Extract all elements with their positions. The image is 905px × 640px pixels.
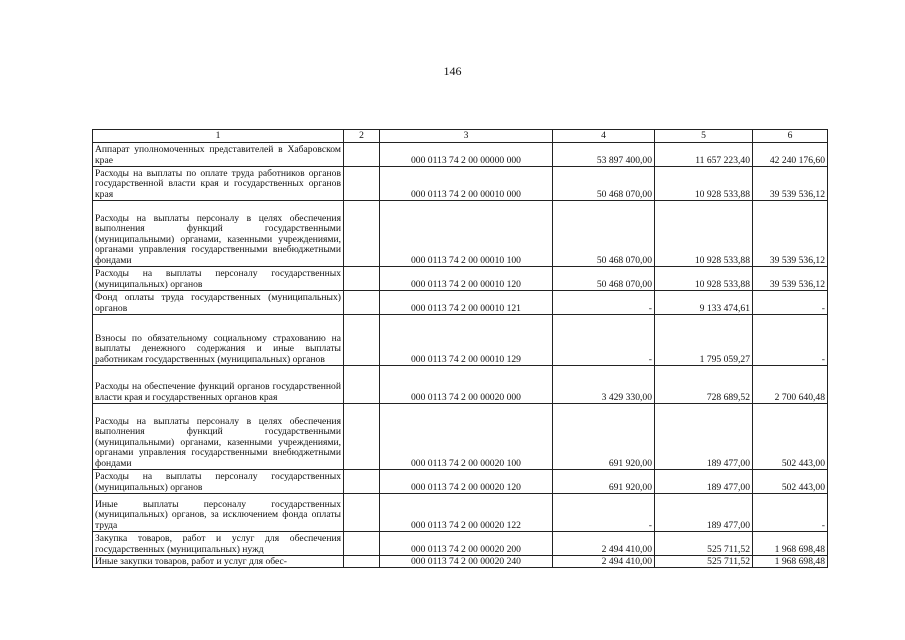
row-value-col4-cell: 2 494 410,00 [553,556,655,568]
row-col2-cell [344,404,380,470]
row-value-col4-cell: 691 920,00 [553,404,655,470]
row-name-cell: Взносы по обязательному социальному страхованию на выплаты денежного содержания и иные выплаты работникам государственных (муниципальных) органов [93,315,344,366]
header-col-2: 2 [344,130,380,143]
row-code-cell: 000 0113 74 2 00 00020 120 [380,470,553,494]
row-value-col4-cell: - [553,315,655,366]
table-row [93,556,828,568]
header-col-3: 3 [380,130,553,143]
row-value-col6-cell: 1 968 698,48 [753,556,828,568]
table-body [93,143,828,568]
row-value-col6-cell: - [753,315,828,366]
row-code-cell: 000 0113 74 2 00 00010 121 [380,291,553,315]
row-value-col5-cell: 11 657 223,40 [655,143,753,167]
row-value-col4-cell: 691 920,00 [553,470,655,494]
row-value-col5-cell: 189 477,00 [655,494,753,532]
row-col2-cell [344,470,380,494]
row-name-cell: Иные выплаты персоналу государственных (муниципальных) органов, за исключением фонда оплаты труда [93,494,344,532]
row-value-col4-cell: 2 494 410,00 [553,532,655,556]
row-value-col4-cell: - [553,494,655,532]
row-value-col4-cell: 53 897 400,00 [553,143,655,167]
row-value-col4-cell: 50 468 070,00 [553,267,655,291]
table-row [93,366,828,404]
row-col2-cell [344,494,380,532]
header-col-5: 5 [655,130,753,143]
row-name-cell: Расходы на обеспечение функций органов государственной власти края и государственных органов края [93,366,344,404]
row-value-col6-cell: 39 539 536,12 [753,167,828,201]
row-col2-cell [344,291,380,315]
table-row [93,470,828,494]
row-col2-cell [344,315,380,366]
row-value-col4-cell: 50 468 070,00 [553,201,655,267]
row-name-cell: Расходы на выплаты персоналу государственных (муниципальных) органов [93,267,344,291]
header-col-6: 6 [753,130,828,143]
row-col2-cell [344,556,380,568]
row-value-col4-cell: 50 468 070,00 [553,167,655,201]
row-col2-cell [344,201,380,267]
row-name-cell: Расходы на выплаты по оплате труда работников органов государственной власти края и государственных органов края [93,167,344,201]
row-name-cell: Расходы на выплаты персоналу государственных (муниципальных) органов [93,470,344,494]
row-value-col5-cell: 525 711,52 [655,532,753,556]
row-col2-cell [344,143,380,167]
row-name-cell: Аппарат уполномоченных представителей в Хабаровском крае [93,143,344,167]
row-code-cell: 000 0113 74 2 00 00020 200 [380,532,553,556]
table-row [93,167,828,201]
table-row [93,267,828,291]
row-value-col5-cell: 189 477,00 [655,470,753,494]
row-value-col5-cell: 728 689,52 [655,366,753,404]
row-value-col6-cell: 39 539 536,12 [753,267,828,291]
table-row [93,143,828,167]
page-number: 146 [443,64,462,78]
table-header [93,130,828,143]
table-row [93,201,828,267]
row-value-col6-cell: - [753,494,828,532]
table-row [93,315,828,366]
table-row [93,494,828,532]
table-row [93,404,828,470]
row-name-cell: Иные закупки товаров, работ и услуг для обес- [93,556,344,568]
row-value-col6-cell: 1 968 698,48 [753,532,828,556]
row-code-cell: 000 0113 74 2 00 00020 000 [380,366,553,404]
row-name-cell: Расходы на выплаты персоналу в целях обеспечения выполнения функций государственными (муниципальными) органами, казенными учреждениями, органами управления государственными внебюджетными фондами [93,404,344,470]
row-code-cell: 000 0113 74 2 00 00000 000 [380,143,553,167]
row-col2-cell [344,167,380,201]
row-col2-cell [344,267,380,291]
row-code-cell: 000 0113 74 2 00 00010 100 [380,201,553,267]
row-name-cell: Закупка товаров, работ и услуг для обеспечения государственных (муниципальных) нужд [93,532,344,556]
row-name-cell: Фонд оплаты труда государственных (муниципальных) органов [93,291,344,315]
row-value-col5-cell: 9 133 474,61 [655,291,753,315]
row-code-cell: 000 0113 74 2 00 00020 240 [380,556,553,568]
row-value-col6-cell: - [753,291,828,315]
row-code-cell: 000 0113 74 2 00 00010 000 [380,167,553,201]
row-value-col5-cell: 10 928 533,88 [655,267,753,291]
row-value-col6-cell: 502 443,00 [753,470,828,494]
row-value-col6-cell: 502 443,00 [753,404,828,470]
row-value-col5-cell: 525 711,52 [655,556,753,568]
row-code-cell: 000 0113 74 2 00 00020 100 [380,404,553,470]
table-row [93,291,828,315]
row-value-col4-cell: 3 429 330,00 [553,366,655,404]
row-code-cell: 000 0113 74 2 00 00010 129 [380,315,553,366]
row-value-col6-cell: 42 240 176,60 [753,143,828,167]
header-col-4: 4 [553,130,655,143]
header-row [93,130,828,143]
row-code-cell: 000 0113 74 2 00 00020 122 [380,494,553,532]
table-row [93,532,828,556]
header-col-1: 1 [93,130,344,143]
row-col2-cell [344,532,380,556]
row-value-col5-cell: 1 795 059,27 [655,315,753,366]
budget-table [92,129,828,568]
row-value-col4-cell: - [553,291,655,315]
row-value-col6-cell: 2 700 640,48 [753,366,828,404]
row-name-cell: Расходы на выплаты персоналу в целях обеспечения выполнения функций государственными (муниципальными) органами, казенными учреждениями, органами управления государственными внебюджетными фондами [93,201,344,267]
row-value-col5-cell: 10 928 533,88 [655,167,753,201]
row-value-col5-cell: 10 928 533,88 [655,201,753,267]
row-col2-cell [344,366,380,404]
row-value-col5-cell: 189 477,00 [655,404,753,470]
row-value-col6-cell: 39 539 536,12 [753,201,828,267]
row-code-cell: 000 0113 74 2 00 00010 120 [380,267,553,291]
